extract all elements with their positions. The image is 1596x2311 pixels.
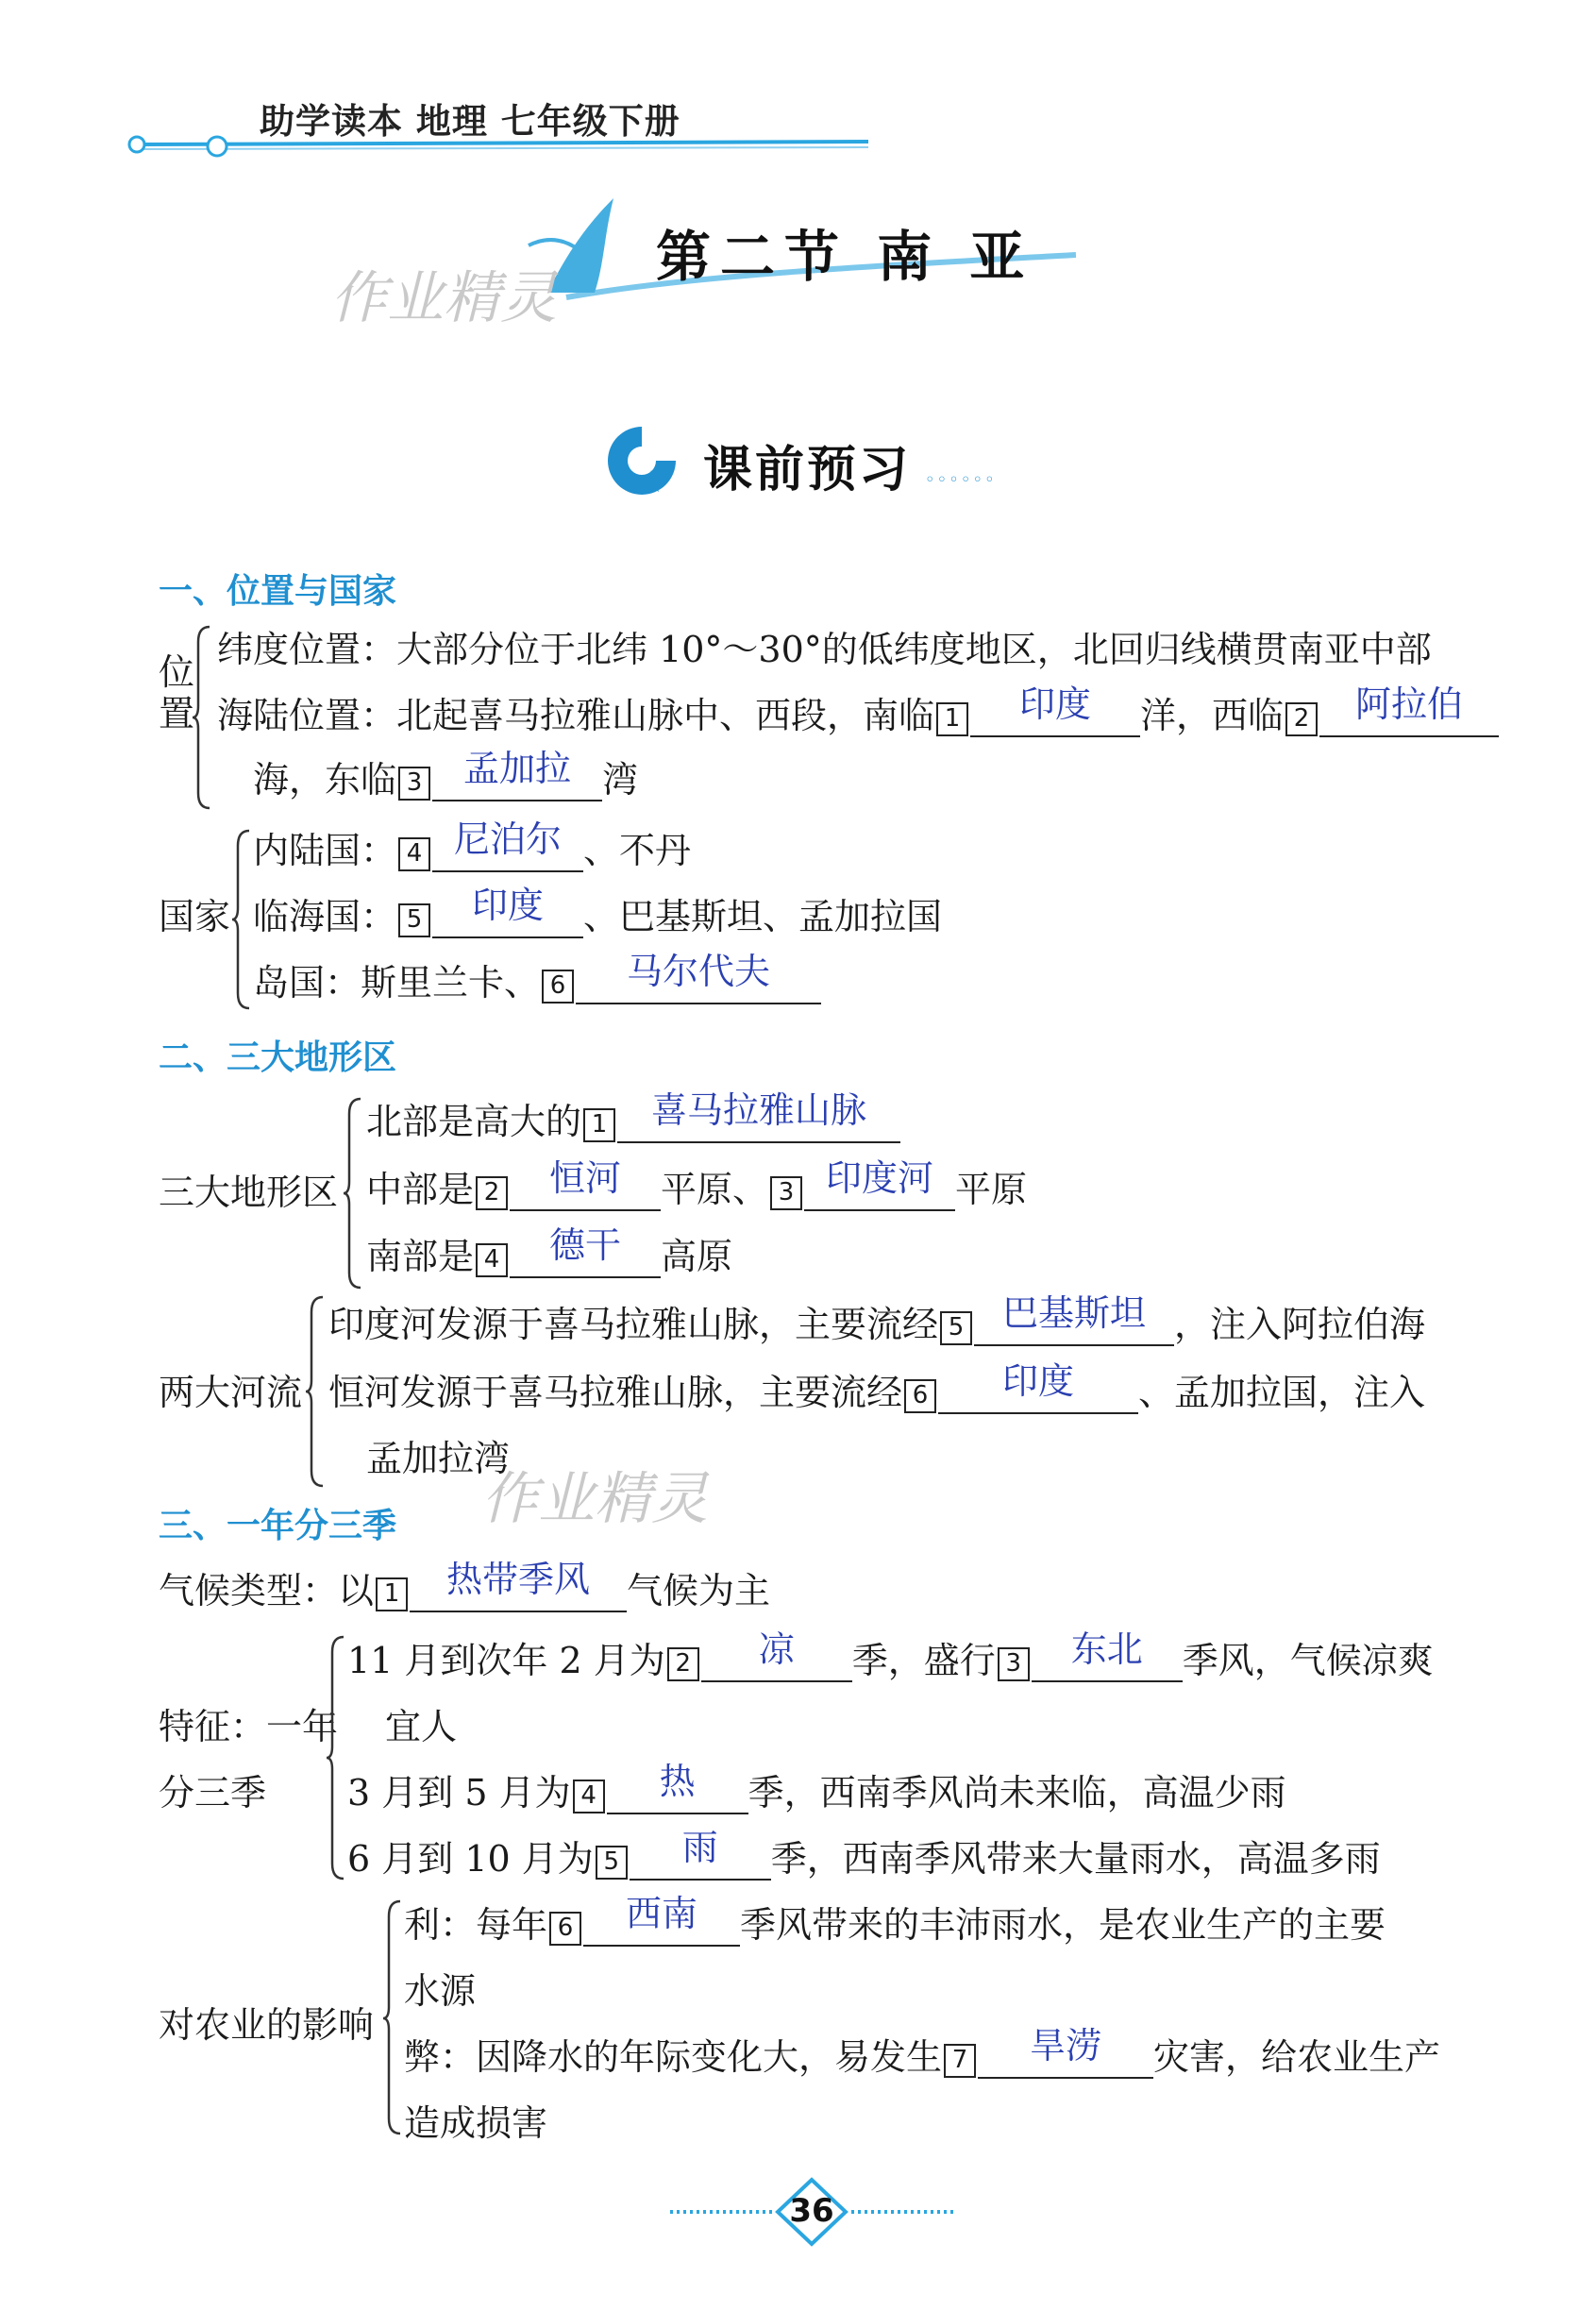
blank-1[interactable] [970,683,1140,737]
label-position: 位置 [159,651,195,734]
indus-line [328,1292,1426,1346]
box-4: 4 [573,1780,605,1813]
answer-6: 西南 [626,1893,698,1934]
blank-2[interactable] [701,1628,852,1682]
inland-text-a: 内陆国： [253,830,397,871]
cool-line [347,1628,1434,1682]
sea-line-2 [253,748,639,801]
box-1: 1 [936,702,968,736]
answer-5: 巴基斯坦 [1002,1292,1147,1334]
box-6: 6 [904,1379,936,1413]
sea-line-1 [217,683,1499,737]
climate-text-b: 气候为主 [627,1570,771,1611]
pro-line-2: 水源 [404,1970,477,2012]
mid-text-c: 平原 [955,1169,1028,1210]
answer-2: 阿拉伯 [1355,683,1464,725]
label-terrain: 三大地形区 [159,1172,339,1213]
box-6: 6 [549,1912,581,1946]
rain-text-a: 6 月到 10 月为 [347,1838,594,1880]
answer-3: 东北 [1070,1628,1143,1670]
answer-6: 印度 [1002,1360,1075,1402]
box-5: 5 [940,1311,972,1345]
answer-4: 尼泊尔 [454,818,563,860]
label-feature-2: 分三季 [159,1772,267,1813]
box-1: 1 [583,1108,615,1142]
hot-text-b: 季，西南季风尚未来临，高温少雨 [748,1772,1286,1813]
answer-3: 印度河 [826,1157,934,1199]
answer-4: 德干 [549,1224,622,1266]
south-text-a: 南部是 [366,1236,475,1277]
brace-agri [381,1898,404,2139]
mid-text-a: 中部是 [366,1169,475,1210]
north-text-a: 北部是高大的 [366,1101,582,1142]
book-header-title: 助学读本 地理 七年级下册 [260,101,680,142]
brace-position [191,623,213,812]
brace-feature [325,1633,347,1884]
con-line [404,2025,1441,2079]
south-line [366,1224,733,1278]
box-4: 4 [398,837,430,871]
sea-text-c: 海，东临 [253,759,397,801]
ganges-line [328,1360,1426,1414]
box-4: 4 [476,1243,508,1277]
cool-text-a: 11 月到次年 2 月为 [347,1640,665,1681]
coastal-text-b: 、巴基斯坦、孟加拉国 [583,896,943,937]
answer-1: 热带季风 [446,1559,591,1600]
pro-line [404,1893,1386,1947]
mid-text-b: 平原、 [661,1169,769,1210]
box-3: 3 [770,1176,802,1210]
con-text-a: 弊：因降水的年际变化大，易发生 [404,2036,943,2078]
coastal-text-a: 临海国： [253,896,397,937]
blank-1[interactable] [617,1089,900,1143]
rain-line [347,1827,1381,1881]
brace-terrain [342,1095,364,1293]
climate-text-a: 气候类型：以 [159,1570,375,1611]
box-7: 7 [944,2044,976,2078]
climate-line [159,1559,771,1612]
answer-6: 马尔代夫 [627,951,771,992]
ganges-text-a: 恒河发源于喜马拉雅山脉，主要流经 [328,1372,903,1413]
box-2: 2 [667,1647,699,1681]
blank-6[interactable] [938,1360,1138,1414]
sea-text-a: 海陆位置：北起喜马拉雅山脉中、西段，南临 [217,695,935,736]
banner-title: 课前预习 [703,442,912,498]
label-feature-1: 特征：一年 [159,1706,339,1747]
section1-heading: 一、位置与国家 [159,572,397,611]
label-rivers: 两大河流 [159,1372,303,1413]
box-5: 5 [596,1846,628,1880]
blank-4[interactable] [607,1761,748,1814]
brace-rivers [304,1293,327,1492]
box-3: 3 [998,1647,1030,1681]
watermark-2: 作业精灵 [481,1466,708,1532]
con-text-b: 灾害，给农业生产 [1153,2036,1441,2078]
blank-4[interactable] [432,818,583,872]
inland-text-b: 、不丹 [583,830,692,871]
pro-text-b: 季风带来的丰沛雨水，是农业生产的主要 [740,1904,1386,1946]
blank-5[interactable] [974,1292,1174,1346]
ganges-text-b: 、孟加拉国，注入 [1138,1372,1426,1413]
blank-1[interactable] [410,1559,627,1612]
hot-text-a: 3 月到 5 月为 [347,1772,571,1813]
box-6: 6 [542,970,574,1004]
ganges-line-2: 孟加拉湾 [366,1438,511,1479]
answer-1: 喜马拉雅山脉 [651,1089,867,1131]
island-line [253,951,821,1004]
answer-3: 孟加拉 [463,748,572,789]
cool-line-2: 宜人 [385,1706,458,1747]
blank-6[interactable] [576,951,821,1004]
blank-5[interactable] [630,1827,771,1881]
page-number: 36 [789,2192,834,2230]
banner-star-icon [604,423,680,498]
indus-text-b: ，注入阿拉伯海 [1174,1304,1426,1345]
answer-5: 雨 [681,1827,718,1868]
answer-4: 热 [659,1761,696,1802]
indus-text-a: 印度河发源于喜马拉雅山脉，主要流经 [328,1304,939,1345]
blank-5[interactable] [432,885,583,938]
answer-1: 印度 [1019,683,1092,725]
box-5: 5 [398,903,430,937]
mid-line [366,1157,1028,1211]
blank-2[interactable] [510,1157,661,1211]
sea-text-b: 洋，西临 [1140,695,1285,736]
box-1: 1 [376,1577,408,1611]
blank-4[interactable] [510,1224,661,1278]
chapter-title: 第二节 南 亚 [656,225,1034,289]
coastal-line [253,885,943,938]
cool-text-b: 季，盛行 [851,1640,996,1681]
label-agri: 对农业的影响 [159,2004,375,2046]
box-3: 3 [398,767,430,801]
con-line-2: 造成损害 [404,2102,548,2144]
blank-3[interactable] [804,1157,955,1211]
blank-7[interactable] [978,2025,1153,2079]
watermark: 作业精灵 [330,265,557,331]
answer-5: 印度 [472,885,545,926]
pro-text-a: 利：每年 [404,1904,548,1946]
banner-dots: ◦◦◦◦◦◦ [925,470,997,490]
section3-heading: 三、一年分三季 [159,1507,397,1545]
island-text-a: 岛国：斯里兰卡、 [253,962,541,1004]
box-2: 2 [476,1176,508,1210]
north-line [366,1089,900,1143]
inland-line [253,818,692,872]
box-2: 2 [1285,702,1318,736]
label-country: 国家 [159,896,231,937]
section2-heading: 二、三大地形区 [159,1038,397,1077]
south-text-b: 高原 [661,1236,733,1277]
sea-text-d: 湾 [602,759,639,801]
brace-country [230,827,253,1012]
blank-3[interactable] [432,748,602,801]
blank-3[interactable] [1032,1628,1183,1682]
answer-2: 恒河 [549,1157,622,1199]
answer-2: 凉 [758,1628,795,1670]
lat-line: 纬度位置：大部分位于北纬 10°～30°的低纬度地区，北回归线横贯南亚中部 [217,629,1432,670]
blank-2[interactable] [1319,683,1499,737]
blank-6[interactable] [583,1893,740,1947]
rain-text-b: 季，西南季风带来大量雨水，高温多雨 [770,1838,1381,1880]
header-rule [123,130,868,159]
answer-7: 旱涝 [1030,2025,1102,2066]
cool-text-c: 季风，气候凉爽 [1182,1640,1434,1681]
hot-line [347,1761,1286,1814]
